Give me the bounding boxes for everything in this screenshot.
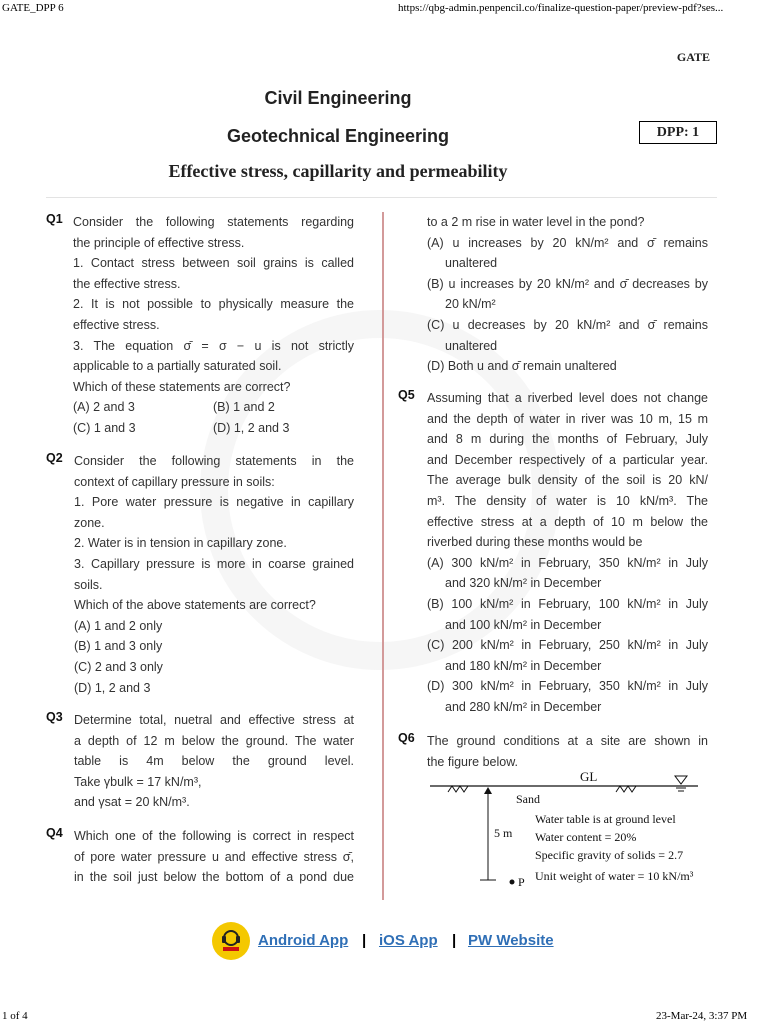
q4-option-c-cont: unaltered: [445, 338, 498, 353]
arrow-head-up-icon: [484, 787, 492, 794]
q3-line: table is 4m below the ground level.: [74, 754, 354, 769]
q2-line: soils.: [74, 577, 103, 592]
q5-option-d-cont: and 280 kN/m² in December: [445, 699, 602, 714]
point-p-label: P: [518, 875, 525, 889]
q1-line: the principle of effective stress.: [73, 235, 245, 250]
q5-line: Assuming that a riverbed level does not change: [427, 391, 708, 405]
question-number: Q2: [46, 451, 63, 465]
q5-option-c: (C) 200 kN/m² in February, 250 kN/m² in July: [427, 638, 708, 653]
print-timestamp: 23-Mar-24, 3:37 PM: [656, 1010, 748, 1022]
q4-option-a: (A) u increases by 20 kN/m² and σ̄ remains: [427, 235, 708, 250]
q2-option-c: (C) 2 and 3 only: [74, 659, 163, 674]
q2-line: 1. Pore water pressure is negative in capillary: [74, 495, 354, 510]
android-app-link[interactable]: Android App: [258, 932, 349, 949]
water-table-icon: [675, 776, 687, 784]
footer-links: [0, 922, 768, 962]
question-number: Q1: [46, 212, 63, 226]
q3-line: a depth of 12 m below the ground. The water: [74, 733, 354, 748]
ios-app-link[interactable]: iOS App: [379, 932, 438, 949]
ground-hatch-icon: [448, 786, 468, 792]
q4-option-b: (B) u increases by 20 kN/m² and σ̄ decreases by: [427, 276, 708, 291]
q4-option-a-cont: unaltered: [445, 256, 498, 271]
q5-option-a: (A) 300 kN/m² in February, 350 kN/m² in July: [427, 555, 708, 570]
q1-line: 3. The equation σ̄ = σ − u is not strictly: [73, 338, 354, 353]
chapter-title: Geotechnical Engineering: [226, 126, 450, 146]
header-rule: [46, 197, 717, 198]
q5-line: The average bulk density of the soil is 20 kN/: [427, 473, 708, 488]
q5-option-c-cont: and 180 kN/m² in December: [445, 658, 602, 673]
q5-line: effective stress at a depth of 10 m below the: [427, 514, 708, 529]
q4-option-b-cont: 20 kN/m²: [445, 297, 496, 312]
customer-service-icon: [212, 922, 250, 960]
q2-option-b: (B) 1 and 3 only: [74, 639, 163, 654]
subject-title: Civil Engineering: [264, 88, 412, 108]
q6-site-figure: [424, 766, 714, 892]
q2-option-a: (A) 1 and 2 only: [74, 618, 163, 633]
footer-separator: |: [362, 932, 367, 949]
q5-option-b: (B) 100 kN/m² in February, 100 kN/m² in July: [427, 596, 708, 611]
depth-label: 5 m: [494, 826, 513, 840]
question-number: Q5: [398, 388, 415, 402]
q5-option-d: (D) 300 kN/m² in February, 350 kN/m² in July: [427, 679, 708, 694]
question-number: Q4: [46, 826, 63, 840]
footer-separator: |: [452, 932, 457, 949]
figure-note: Unit weight of water = 10 kN/m³: [535, 869, 694, 883]
q1-line: Which of these statements are correct?: [73, 379, 291, 394]
gate-label: GATE: [676, 50, 710, 64]
ground-level-label: GL: [580, 769, 598, 784]
q3-line: and γsat = 20 kN/m³.: [74, 795, 190, 810]
topic-title: Effective stress, capillarity and permeability: [168, 161, 508, 181]
pw-website-link[interactable]: PW Website: [468, 932, 554, 949]
column-divider: [382, 212, 384, 900]
figure-note: Water content = 20%: [535, 830, 637, 844]
q1-option-a: (A) 2 and 3: [73, 400, 135, 415]
figure-note: Water table is at ground level: [535, 812, 676, 826]
print-header-url: https://qbg-admin.penpencil.co/finalize-question-paper/preview-pdf?ses...: [398, 2, 724, 14]
q1-line: 1. Contact stress between soil grains is called: [73, 256, 354, 271]
q4-line: of pore water pressure u and effective stress σ̄,: [74, 849, 354, 864]
dpp-badge: DPP: 1: [639, 121, 717, 144]
q6-line: the figure below.: [427, 754, 519, 769]
figure-note: Specific gravity of solids = 2.7: [535, 848, 684, 862]
q2-line: 3. Capillary pressure is more in coarse grained: [74, 556, 354, 571]
q5-line: and December respectively of a particular year.: [427, 452, 708, 467]
q2-line: 2. Water is in tension in capillary zone.: [74, 536, 287, 551]
question-number: Q3: [46, 710, 63, 724]
point-p-marker: [510, 880, 515, 885]
q1-line: Consider the following statements regarding: [73, 215, 354, 229]
q2-option-d: (D) 1, 2 and 3: [74, 680, 151, 695]
question-q4-continued: [427, 212, 708, 377]
q4-line: in the soil just below the bottom of a pond due: [74, 870, 354, 885]
q5-line: riverbed during these months would be: [427, 535, 643, 550]
q2-line: Consider the following statements in the: [74, 454, 354, 468]
q4-option-c: (C) u decreases by 20 kN/m² and σ̄ remains: [427, 317, 708, 332]
q1-option-b: (B) 1 and 2: [213, 400, 275, 415]
page-count: 1 of 4: [2, 1010, 28, 1022]
q4-line: to a 2 m rise in water level in the pond?: [427, 215, 645, 229]
q5-line: and 8 m during the months of February, July: [427, 432, 708, 447]
q5-option-b-cont: and 100 kN/m² in December: [445, 617, 602, 632]
q6-line: The ground conditions at a site are shown in: [427, 734, 708, 748]
question-number: Q6: [398, 731, 415, 745]
print-header-title: GATE_DPP 6: [2, 2, 64, 14]
q1-option-c: (C) 1 and 3: [73, 420, 136, 435]
q1-line: effective stress.: [73, 317, 160, 332]
q3-line: Take γbulk = 17 kN/m³,: [74, 774, 202, 789]
ground-hatch-icon: [616, 786, 636, 792]
q1-option-d: (D) 1, 2 and 3: [213, 420, 290, 435]
q5-line: m³. The density of water is 10 kN/m³. The: [427, 493, 708, 508]
q4-line: Which one of the following is correct in respect: [74, 829, 354, 843]
q1-line: applicable to a partially saturated soil.: [73, 359, 282, 374]
q5-option-a-cont: and 320 kN/m² in December: [445, 576, 602, 591]
q1-line: the effective stress.: [73, 276, 181, 291]
q4-option-d: (D) Both u and σ̄ remain unaltered: [427, 359, 617, 374]
q1-line: 2. It is not possible to physically measure the: [73, 297, 354, 312]
q2-line: context of capillary pressure in soils:: [74, 474, 275, 489]
q2-line: zone.: [74, 515, 105, 530]
q3-line: Determine total, nuetral and effective stress at: [74, 713, 354, 727]
q2-line: Which of the above statements are correct?: [74, 598, 316, 613]
q5-line: and the depth of water in river was 10 m, 15 m: [427, 411, 708, 426]
sand-label: Sand: [516, 792, 540, 806]
